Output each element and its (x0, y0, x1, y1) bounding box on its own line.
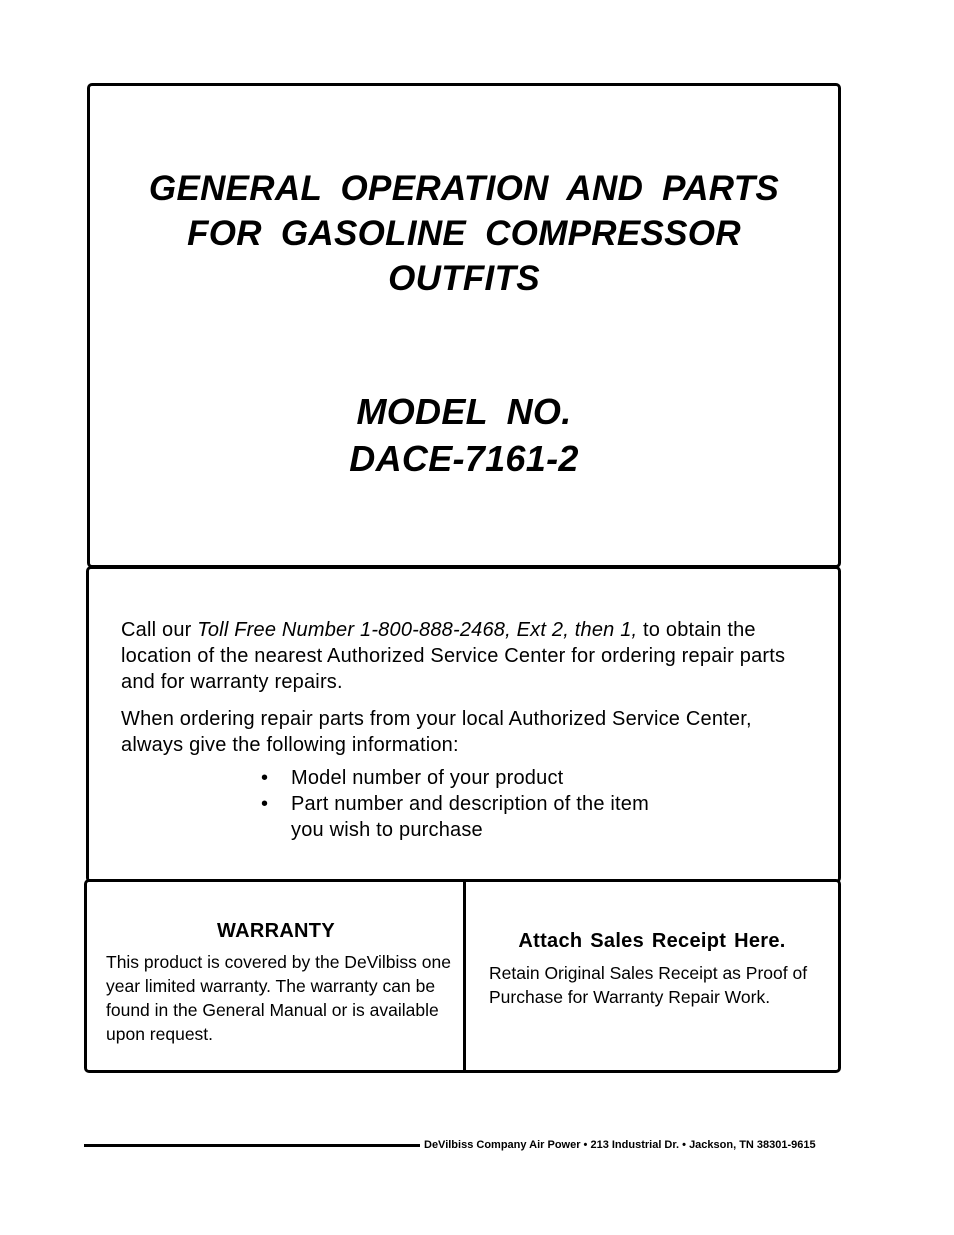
bullet-dot: • (261, 767, 269, 789)
warranty-heading: WARRANTY (217, 920, 335, 942)
column-divider (463, 882, 466, 1070)
receipt-text: Retain Original Sales Receipt as Proof of Purchase for Warranty Repair Work. (489, 963, 808, 1007)
title-box (87, 83, 841, 568)
model-label: MODEL NO. (356, 391, 572, 432)
bullet-dot: • (261, 793, 269, 815)
para1-suffix: to obtain the location of the nearest Authorized Service Center for ordering repair parts and for warranty repairs. (121, 619, 786, 693)
list-item (261, 765, 671, 791)
warranty-text: This product is covered by the DeVilbiss one year limited warranty. The warranty can be found in the General Manual or is available upon request. (106, 952, 451, 1044)
list-item-text: Part number and description of the item you wish to purchase (291, 793, 649, 841)
document-title (90, 166, 838, 301)
ordering-paragraph: When ordering repair parts from your local Authorized Service Center, always give the following information: (121, 708, 752, 756)
toll-free-number: Toll Free Number 1-800-888-2468, Ext 2, then 1, (197, 619, 638, 641)
list-item (261, 791, 671, 843)
model-number-heading (90, 388, 838, 482)
footer-address: DeVilbiss Company Air Power • 213 Industrial Dr. • Jackson, TN 38301-9615 (424, 1139, 816, 1151)
model-number: DACE-7161-2 (349, 438, 579, 479)
ordering-info-list (261, 765, 671, 843)
para1-prefix: Call our (121, 619, 198, 641)
footer-rule (84, 1144, 420, 1147)
receipt-heading: Attach Sales Receipt Here. (518, 930, 786, 952)
toll-free-paragraph (121, 617, 811, 695)
title-line-3: OUTFITS (388, 259, 540, 298)
title-line-2: FOR GASOLINE COMPRESSOR (187, 214, 741, 253)
title-line-1: GENERAL OPERATION AND PARTS (148, 169, 780, 208)
service-info-box (86, 566, 841, 883)
warranty-receipt-box (84, 879, 841, 1073)
list-item-text: Model number of your product (291, 767, 564, 789)
